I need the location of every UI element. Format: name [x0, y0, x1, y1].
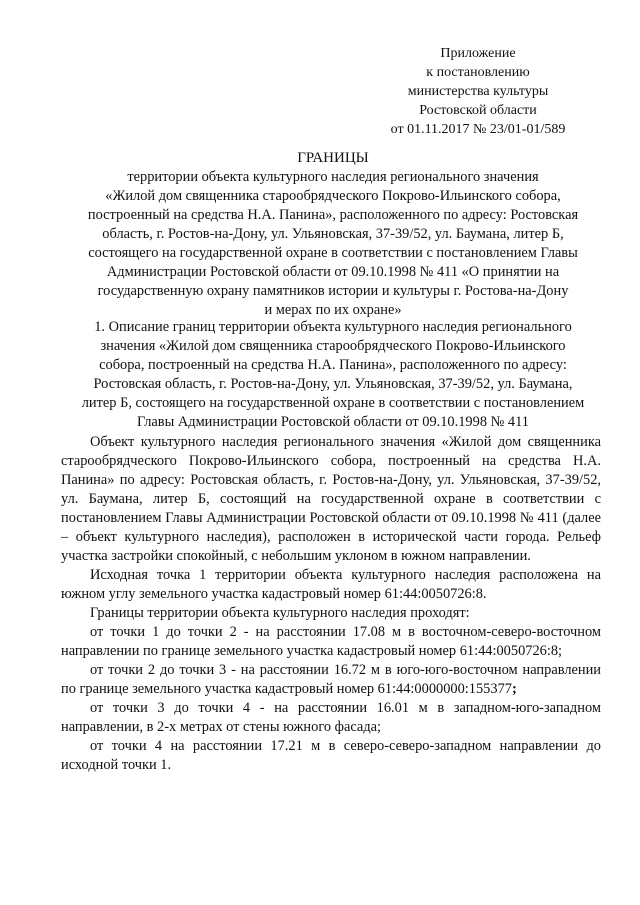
- title-line: территории объекта культурного наследия регионального значения: [127, 169, 539, 185]
- document-body: [61, 433, 601, 775]
- document-title: [70, 149, 596, 320]
- body-paragraph: Границы территории объекта культурного наследия проходят:: [90, 605, 470, 621]
- appendix-line: к постановлению: [426, 65, 530, 80]
- appendix-header: [360, 44, 596, 139]
- title-line: состоящего на государственной охране в соответствии с постановлением Главы: [88, 245, 578, 261]
- title-line: и мерах по их охране»: [264, 302, 402, 318]
- segment-text: от точки 2 до точки 3 - на расстоянии 16.72 м в юго-юго-восточном направлении по границе земельного участка кадастровый номер 61:44:0000000:155377: [61, 662, 601, 697]
- section-line: Ростовская область, г. Ростов-на-Дону, ул. Ульяновская, 37-39/52, ул. Баумана,: [93, 376, 573, 392]
- body-paragraph: Объект культурного наследия регионального значения «Жилой дом священника старообрядческого Покрово-Ильинского собора, построенный на средства Н.А. Панина» по адресу: Ростовская область, г. Ростов-на-Дону, ул. Ульяновская, 37-39/52, ул. Баумана, литер Б, состоящий на государственной охране в соответствии с постановлением Главы Администрации Ростовской области от 09.10.1998 № 411 (далее – объект культурного наследия), расположен в исторической части города. Рельеф участка застройки спокойный, с небольшим уклоном в южном направлении.: [61, 434, 601, 564]
- section-line: 1. Описание границ территории объекта культурного наследия регионального: [94, 319, 572, 335]
- title-line: государственную охрану памятников истории и культуры г. Ростова-на-Дону: [97, 283, 569, 299]
- title-line: «Жилой дом священника старообрядческого Покрово-Ильинского собора,: [105, 188, 561, 204]
- section-line: литер Б, состоящего на государственной охране в соответствии с постановлением: [81, 395, 585, 411]
- appendix-line: Ростовской области: [419, 103, 537, 118]
- section-line: значения «Жилой дом священника старообрядческого Покрово-Ильинского: [100, 338, 566, 354]
- section-line: Главы Администрации Ростовской области от 09.10.1998 № 411: [137, 414, 529, 430]
- section-heading: [70, 318, 596, 432]
- appendix-line: Приложение: [440, 46, 516, 61]
- boundary-segment-1-2: от точки 1 до точки 2 - на расстоянии 17.08 м в восточном-северо-восточном направлении по границе земельного участка кадастровый номер 61:44:0050726:8;: [61, 624, 601, 659]
- title-heading: ГРАНИЦЫ: [297, 150, 369, 166]
- boundary-segment-3-4: от точки 3 до точки 4 - на расстоянии 16.01 м в западном-юго-западном направлении, в 2-х метрах от стены южного фасада;: [61, 700, 601, 735]
- appendix-line: от 01.11.2017 № 23/01-01/589: [390, 122, 566, 137]
- body-paragraph: Исходная точка 1 территории объекта культурного наследия расположена на южном углу земельного участка кадастровый номер 61:44:0050726:8.: [61, 567, 601, 602]
- segment-semicolon: ;: [511, 681, 517, 697]
- title-line: Администрации Ростовской области от 09.10.1998 № 411 «О принятии на: [106, 264, 560, 280]
- title-line: построенный на средства Н.А. Панина», расположенного по адресу: Ростовская: [87, 207, 579, 223]
- section-line: собора, построенный на средства Н.А. Панина», расположенного по адресу:: [99, 357, 567, 373]
- appendix-line: министерства культуры: [407, 84, 549, 99]
- boundary-segment-4-1: от точки 4 на расстоянии 17.21 м в северо-северо-западном направлении до исходной точки 1.: [61, 738, 601, 773]
- title-line: область, г. Ростов-на-Дону, ул. Ульяновская, 37-39/52, ул. Баумана, литер Б,: [102, 226, 564, 242]
- boundary-segment-2-3: [61, 661, 601, 699]
